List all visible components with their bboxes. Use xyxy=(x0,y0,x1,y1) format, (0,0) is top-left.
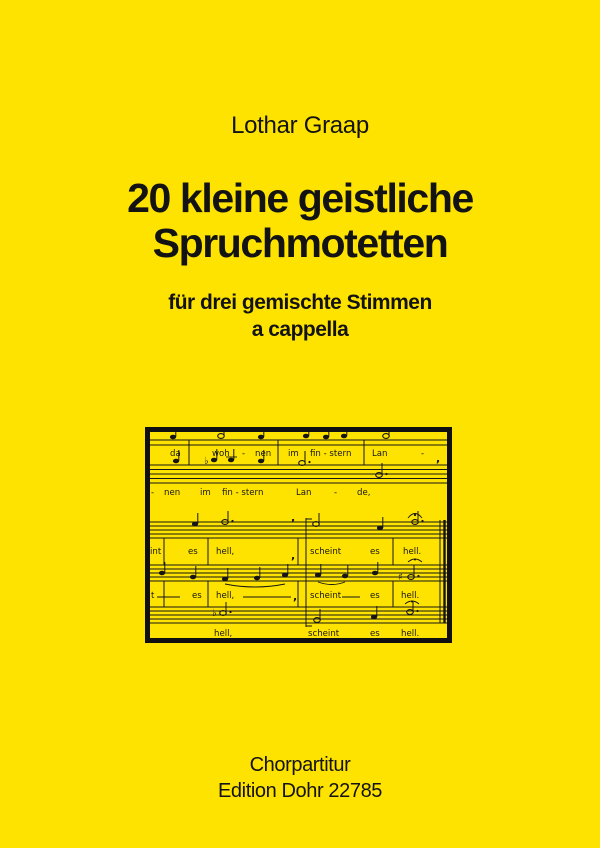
page-title xyxy=(0,176,600,266)
imprint-publisher-number: Edition Dohr 22785 xyxy=(217,780,383,802)
lyric-token: es xyxy=(192,591,202,601)
imprint xyxy=(0,752,600,804)
lyric-token: hell. xyxy=(403,547,422,557)
lyric-token: - xyxy=(334,488,338,498)
lyric-token: int xyxy=(150,547,162,557)
lyric-token: hell, xyxy=(216,591,235,601)
lyric-token: scheint xyxy=(308,629,340,638)
lyric-token: es xyxy=(370,629,380,638)
lyric-token: hell, xyxy=(216,547,235,557)
lyric-token: - xyxy=(242,449,246,459)
sharp-accidental: ♯ xyxy=(398,572,403,583)
breath-mark: , xyxy=(291,549,296,562)
lyric-token: scheint xyxy=(310,547,342,557)
notes-system-2 xyxy=(159,511,424,622)
breath-mark: , xyxy=(291,511,296,524)
lyric-token: t xyxy=(151,591,155,601)
lyric-token: im xyxy=(200,488,211,498)
author-name: Lothar Graap xyxy=(231,112,369,139)
lyric-token: woh xyxy=(212,449,230,459)
lyric-token: scheint xyxy=(310,591,342,601)
music-notation-excerpt xyxy=(150,432,447,638)
breath-mark: , xyxy=(436,452,441,465)
lyric-token: da xyxy=(170,449,181,459)
lyric-token: fin - stern xyxy=(222,488,264,498)
title-line-1: 20 kleine geistliche xyxy=(127,175,473,221)
lyric-token: - xyxy=(151,488,155,498)
lyric-token: hell. xyxy=(401,591,420,601)
title-line-2: Spruchmotetten xyxy=(152,220,448,266)
lyric-token: fin - stern xyxy=(310,449,352,459)
lyric-token: hell. xyxy=(401,629,420,638)
notes-system-1 xyxy=(170,432,440,477)
lyric-token: im xyxy=(288,449,299,459)
lyric-token: es xyxy=(370,547,380,557)
subtitle-line-2: a cappella xyxy=(251,318,349,341)
breath-mark: , xyxy=(293,590,298,603)
lyric-token: Lan xyxy=(372,449,388,459)
lyric-token: hell, xyxy=(214,629,233,638)
lyric-token: - xyxy=(421,449,425,459)
lyric-token: nen xyxy=(164,488,181,498)
imprint-edition-type: Chorpartitur xyxy=(249,754,351,776)
lyrics xyxy=(150,449,424,638)
subtitle xyxy=(0,289,600,343)
flat-accidental: ♭ xyxy=(204,456,209,467)
lyric-token: es xyxy=(188,547,198,557)
music-excerpt-frame xyxy=(145,427,452,643)
lyric-token: es xyxy=(370,591,380,601)
subtitle-line-1: für drei gemischte Stimmen xyxy=(168,291,432,314)
flat-accidental: ♭ xyxy=(212,608,217,619)
lyric-token: de, xyxy=(357,488,371,498)
lyric-token: Lan xyxy=(296,488,312,498)
lyric-token: nen xyxy=(255,449,272,459)
